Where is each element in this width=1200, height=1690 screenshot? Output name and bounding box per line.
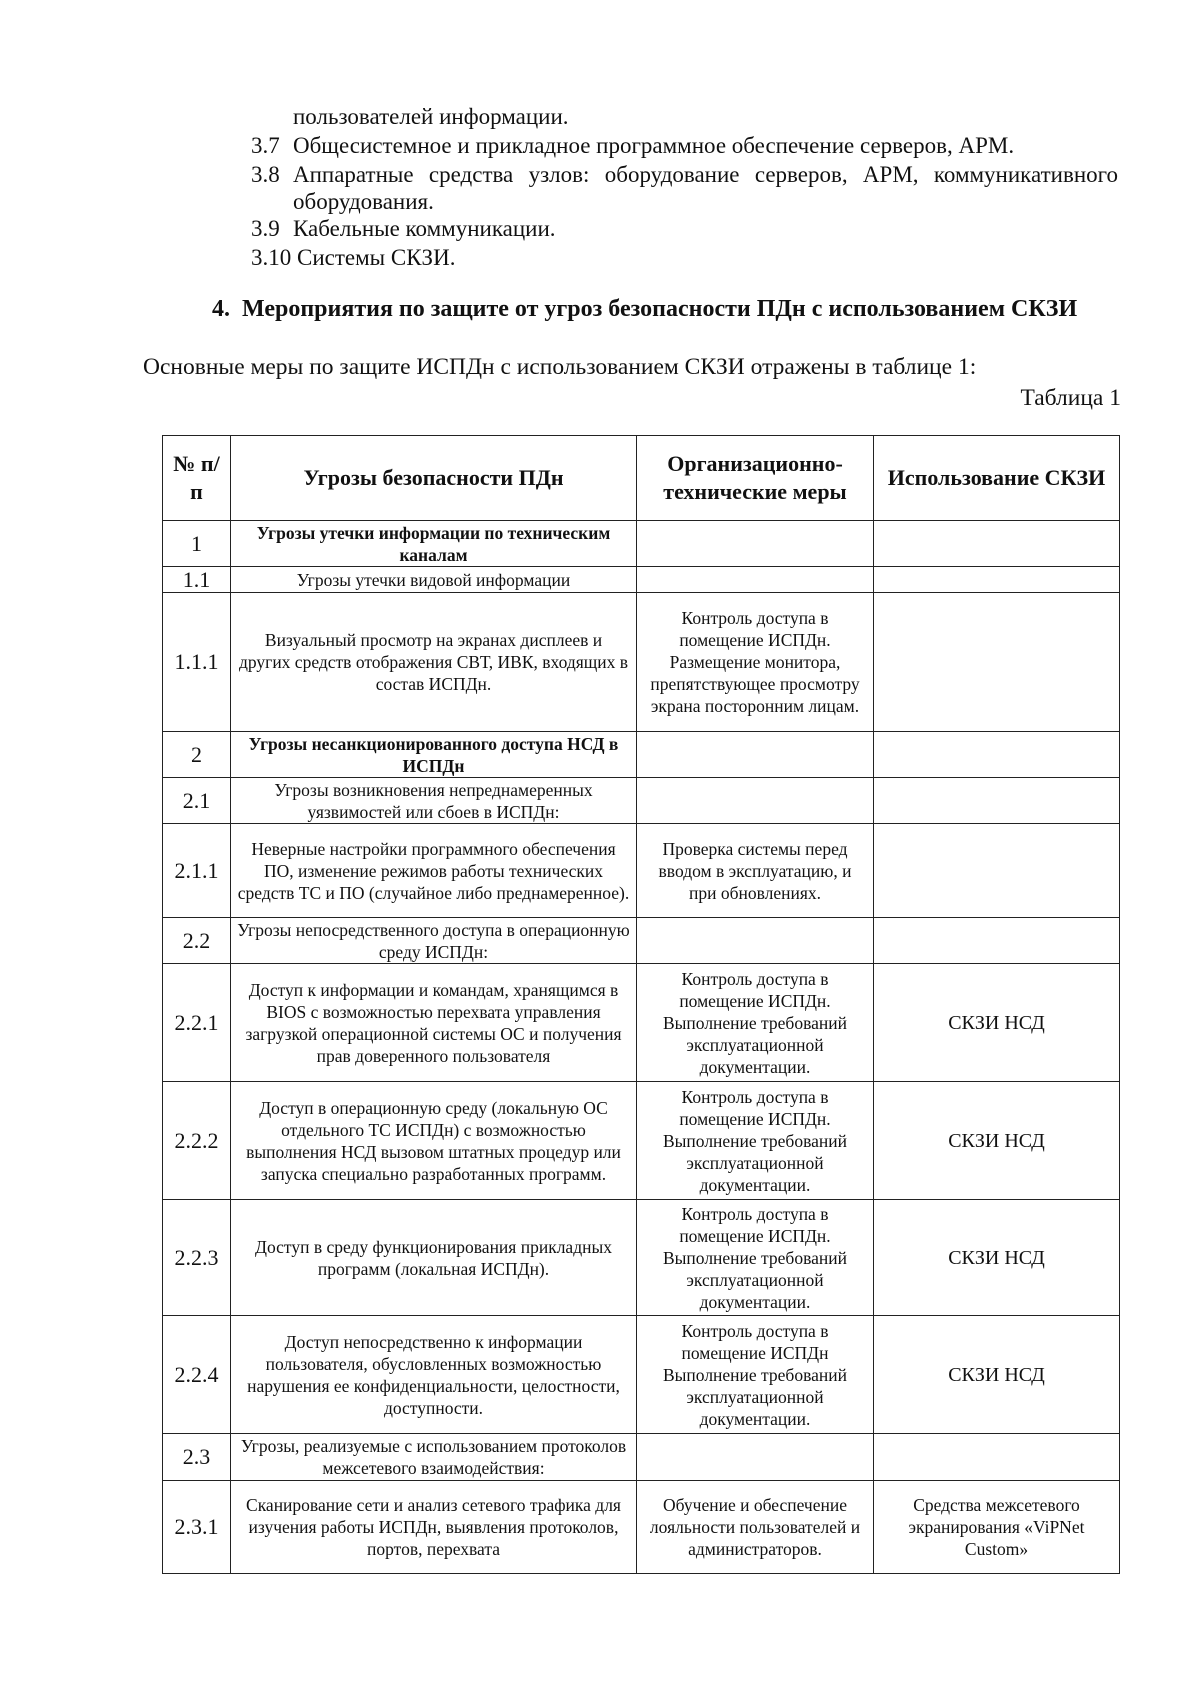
row-measures: Контроль доступа в помещение ИСПДн Выполнение требований эксплуатационной документации. — [637, 1316, 874, 1434]
row-measures — [637, 732, 874, 778]
row-skzi: СКЗИ НСД — [874, 1316, 1120, 1434]
table-row — [163, 521, 1120, 567]
list-item-number: 3.8 — [251, 162, 280, 187]
table-caption: Таблица 1 — [1020, 385, 1121, 411]
header-number: № п/п — [163, 436, 231, 521]
measures-table — [162, 435, 1120, 1574]
row-number: 2.2.2 — [163, 1082, 231, 1200]
row-number: 2.1.1 — [163, 824, 231, 918]
row-threat: Угрозы непосредственного доступа в операционную среду ИСПДн: — [231, 918, 637, 964]
row-skzi: Средства межсетевого экранирования «ViPNet Custom» — [874, 1481, 1120, 1574]
section-title: Мероприятия по защите от угроз безопасности ПДн с использованием СКЗИ — [242, 296, 1078, 322]
row-skzi: СКЗИ НСД — [874, 1200, 1120, 1316]
row-number: 2 — [163, 732, 231, 778]
table-row — [163, 824, 1120, 918]
table-row — [163, 1481, 1120, 1574]
list-item-number: 3.7 — [251, 133, 280, 158]
row-measures — [637, 521, 874, 567]
table-row — [163, 567, 1120, 593]
row-threat: Доступ к информации и командам, хранящимся в BIOS с возможностью перехвата управления загрузкой операционной системы ОС и получения прав доверенного пользователя — [231, 964, 637, 1082]
row-measures: Контроль доступа в помещение ИСПДн. Выполнение требований эксплуатационной документации. — [637, 1200, 874, 1316]
row-threat: Угрозы, реализуемые с использованием протоколов межсетевого взаимодействия: — [231, 1434, 637, 1481]
row-measures: Контроль доступа в помещение ИСПДн. Выполнение требований эксплуатационной документации. — [637, 964, 874, 1082]
list-continuation: пользователей информации. — [293, 104, 569, 129]
table-row — [163, 964, 1120, 1082]
row-number: 2.3.1 — [163, 1481, 231, 1574]
table-row — [163, 1316, 1120, 1434]
list-item-number: 3.10 — [251, 245, 292, 270]
row-threat: Неверные настройки программного обеспечения ПО, изменение режимов работы технических средств ТС и ПО (случайное либо преднамеренное). — [231, 824, 637, 918]
row-threat: Визуальный просмотр на экранах дисплеев и других средств отображения СВТ, ИВК, входящих в состав ИСПДн. — [231, 593, 637, 732]
row-skzi — [874, 778, 1120, 824]
row-skzi — [874, 732, 1120, 778]
row-measures — [637, 918, 874, 964]
row-skzi — [874, 1434, 1120, 1481]
table-row — [163, 1434, 1120, 1481]
row-measures — [637, 1434, 874, 1481]
list-item-text: Кабельные коммуникации. — [293, 216, 556, 241]
row-number: 2.2 — [163, 918, 231, 964]
row-number: 2.1 — [163, 778, 231, 824]
row-number: 1 — [163, 521, 231, 567]
row-number: 2.2.3 — [163, 1200, 231, 1316]
row-measures: Контроль доступа в помещение ИСПДн. Размещение монитора, препятствующее просмотру экрана посторонним лицам. — [637, 593, 874, 732]
intro-paragraph: Основные меры по защите ИСПДн с использованием СКЗИ отражены в таблице 1: — [143, 354, 977, 380]
table-row — [163, 918, 1120, 964]
section-heading — [212, 296, 1077, 323]
section-number: 4. — [212, 296, 230, 322]
row-measures — [637, 778, 874, 824]
row-skzi — [874, 521, 1120, 567]
row-skzi — [874, 567, 1120, 593]
list-item-text: Общесистемное и прикладное программное обеспечение серверов, АРМ. — [293, 133, 1015, 158]
header-skzi: Использование СКЗИ — [874, 436, 1120, 521]
row-measures: Обучение и обеспечение лояльности пользователей и администраторов. — [637, 1481, 874, 1574]
table-row — [163, 1082, 1120, 1200]
table-row — [163, 778, 1120, 824]
row-skzi — [874, 824, 1120, 918]
table-header-row — [163, 436, 1120, 521]
list-item-text: Системы СКЗИ. — [297, 245, 456, 270]
header-measures: Организационно-технические меры — [637, 436, 874, 521]
row-threat: Доступ непосредственно к информации пользователя, обусловленных возможностью нарушения ее конфиденциальности, целостности, доступности. — [231, 1316, 637, 1434]
list-item-number: 3.9 — [251, 216, 280, 241]
row-number: 1.1 — [163, 567, 231, 593]
row-threat: Сканирование сети и анализ сетевого трафика для изучения работы ИСПДн, выявления протоколов, портов, перехвата — [231, 1481, 637, 1574]
header-threats: Угрозы безопасности ПДн — [231, 436, 637, 521]
row-skzi — [874, 918, 1120, 964]
row-threat: Угрозы утечки информации по техническим каналам — [231, 521, 637, 567]
row-threat: Доступ в операционную среду (локальную ОС отдельного ТС ИСПДн) с возможностью выполнения НСД вызовом штатных процедур или запуска специально разработанных программ. — [231, 1082, 637, 1200]
row-measures: Контроль доступа в помещение ИСПДн. Выполнение требований эксплуатационной документации. — [637, 1082, 874, 1200]
row-threat: Угрозы утечки видовой информации — [231, 567, 637, 593]
list-item-text-continuation: оборудования. — [293, 189, 434, 214]
row-skzi: СКЗИ НСД — [874, 964, 1120, 1082]
row-skzi: СКЗИ НСД — [874, 1082, 1120, 1200]
row-number: 2.3 — [163, 1434, 231, 1481]
list-item-text: Аппаратные средства узлов: оборудование серверов, АРМ, коммуникативного — [293, 162, 1118, 187]
row-number: 1.1.1 — [163, 593, 231, 732]
table-row — [163, 732, 1120, 778]
row-threat: Угрозы возникновения непреднамеренных уязвимостей или сбоев в ИСПДн: — [231, 778, 637, 824]
row-number: 2.2.1 — [163, 964, 231, 1082]
table-row — [163, 1200, 1120, 1316]
row-threat: Угрозы несанкционированного доступа НСД в ИСПДн — [231, 732, 637, 778]
row-skzi — [874, 593, 1120, 732]
row-threat: Доступ в среду функционирования прикладных программ (локальная ИСПДн). — [231, 1200, 637, 1316]
row-number: 2.2.4 — [163, 1316, 231, 1434]
row-measures — [637, 567, 874, 593]
row-measures: Проверка системы перед вводом в эксплуатацию, и при обновлениях. — [637, 824, 874, 918]
table-row — [163, 593, 1120, 732]
